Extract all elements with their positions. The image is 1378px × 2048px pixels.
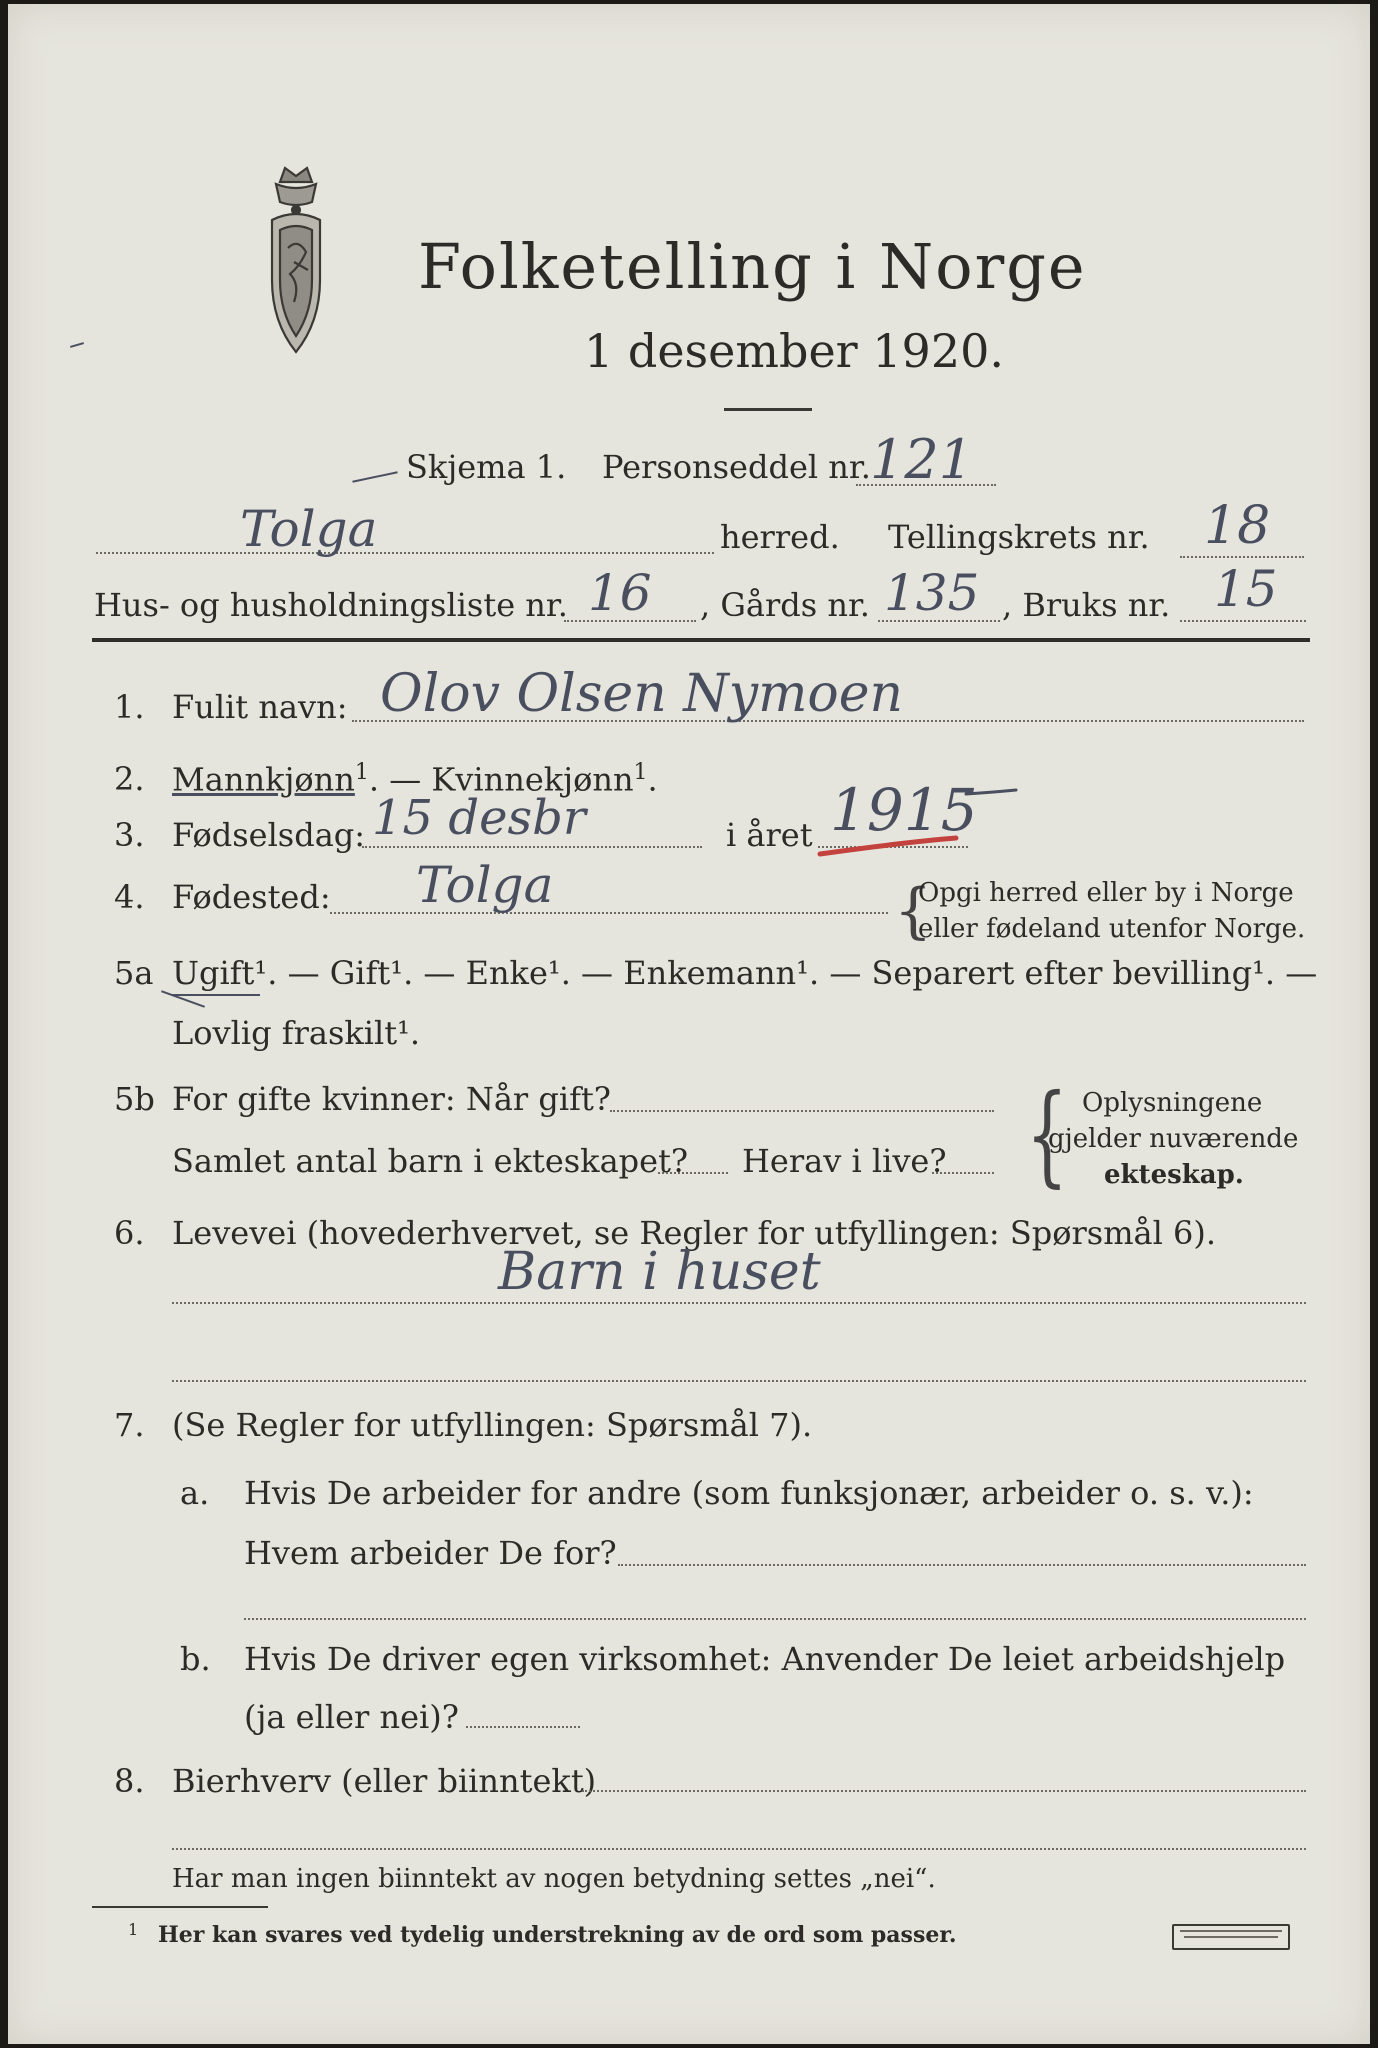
personseddel-label: Personseddel nr. (602, 448, 871, 486)
q5a-marital-options[interactable]: Ugift¹. — Gift¹. — Enke¹. — Enkemann¹. — Separert efter bevilling¹. — (172, 954, 1318, 992)
q5b-note-line3: ekteskap. (1104, 1160, 1244, 1190)
header-rule (92, 638, 1310, 642)
q2-female-option[interactable]: Kvinnekjønn (431, 760, 634, 799)
q7a-letter: a. (180, 1474, 210, 1512)
printer-stamp-icon (1172, 1924, 1290, 1950)
q2-gender-options: Mannkjønn$^1$. — Kvinnekjønn$^1$. (172, 760, 658, 799)
q2-number: 2. (114, 760, 145, 798)
tellingskrets-label: Tellingskrets nr. (888, 518, 1150, 556)
bruks-label: , Bruks nr. (1002, 586, 1171, 624)
q7-number: 7. (114, 1406, 145, 1444)
q6-occupation-value[interactable]: Barn i huset (498, 1242, 821, 1302)
title-divider (724, 408, 812, 411)
q6-label: Levevei (hovederhvervet, se Regler for utfyllingen: Spørsmål 6). (172, 1214, 1217, 1252)
q5b-alive-label: Herav i live? (742, 1142, 947, 1180)
q7b-line1: Hvis De driver egen virksomhet: Anvender De leiet arbeidshjelp (244, 1640, 1286, 1678)
q7b-line2: (ja eller nei)? (244, 1698, 459, 1736)
footnote-text: Her kan svares ved tydelig understrekning av de ord som passer. (158, 1922, 957, 1948)
herred-value[interactable]: Tolga (240, 500, 378, 558)
hus-value[interactable]: 16 (588, 564, 652, 622)
footnote-rule (92, 1906, 268, 1908)
red-pencil-mark-icon (816, 784, 1026, 864)
q7a-line1: Hvis De arbeider for andre (som funksjonær, arbeider o. s. v.): (244, 1474, 1254, 1512)
q7a-line2: Hvem arbeider De for? (244, 1534, 617, 1572)
q5a-number: 5a (114, 954, 154, 992)
norwegian-coat-of-arms-icon (250, 162, 342, 372)
census-date: 1 desember 1920. (584, 324, 1004, 378)
q4-birthplace-value[interactable]: Tolga (416, 856, 554, 914)
q1-label: Fulit navn: (172, 688, 348, 726)
q5a-ugift-underline (172, 994, 260, 996)
q8-label: Bierhverv (eller biinntekt) (172, 1762, 597, 1800)
q3-number: 3. (114, 816, 145, 854)
q3-label: Fødselsdag: (172, 816, 366, 854)
q5b-when-married-label: For gifte kvinner: Når gift? (172, 1080, 611, 1118)
q4-number: 4. (114, 878, 145, 916)
stray-pencil-mark (70, 342, 84, 348)
gards-label: , Gårds nr. (700, 586, 870, 624)
q4-note-line1: Opgi herred eller by i Norge (918, 878, 1294, 908)
q3-year-value[interactable]: 1915 (830, 776, 978, 844)
page-title: Folketelling i Norge (418, 230, 1087, 303)
q4-label: Fødested: (172, 878, 331, 916)
q8-note: Har man ingen biinntekt av nogen betydning settes „nei“. (172, 1864, 936, 1894)
q5b-children-label: Samlet antal barn i ekteskapet? (172, 1142, 689, 1180)
q5b-note-brace: { (1026, 1070, 1068, 1198)
hus-label: Hus- og husholdningsliste nr. (94, 586, 568, 624)
q1-number: 1. (114, 688, 145, 726)
q3-birthdate-value[interactable]: 15 desbr (372, 790, 586, 846)
skjema-label: Skjema 1. (406, 448, 567, 486)
personseddel-value[interactable]: 121 (870, 428, 974, 491)
q5b-note-line2: gjelder nuværende (1048, 1124, 1299, 1154)
q4-note-line2: eller fødeland utenfor Norge. (918, 914, 1306, 944)
herred-label: herred. (720, 518, 840, 556)
q5b-number: 5b (114, 1080, 155, 1118)
gards-value[interactable]: 135 (884, 564, 980, 622)
census-form-sheet (8, 4, 1370, 2044)
footnote-mark: 1 (128, 1920, 139, 1939)
pencil-arrow-mark (352, 471, 397, 483)
q1-full-name-value[interactable]: Olov Olsen Nymoen (380, 664, 903, 724)
q8-number: 8. (114, 1762, 145, 1800)
q7-label: (Se Regler for utfyllingen: Spørsmål 7). (172, 1406, 813, 1444)
bruks-value[interactable]: 15 (1214, 560, 1278, 618)
q2-male-option[interactable]: Mannkjønn (172, 760, 355, 799)
q5a-pencil-tick (161, 990, 205, 1008)
q4-note-brace: { (894, 876, 933, 946)
q7b-letter: b. (180, 1640, 211, 1678)
q6-number: 6. (114, 1214, 145, 1252)
q5a-line2[interactable]: Lovlig fraskilt¹. (172, 1014, 421, 1052)
q3-year-label: i året (726, 816, 813, 854)
q5b-note-line1: Oplysningene (1082, 1088, 1263, 1118)
tellingskrets-value[interactable]: 18 (1204, 496, 1271, 556)
